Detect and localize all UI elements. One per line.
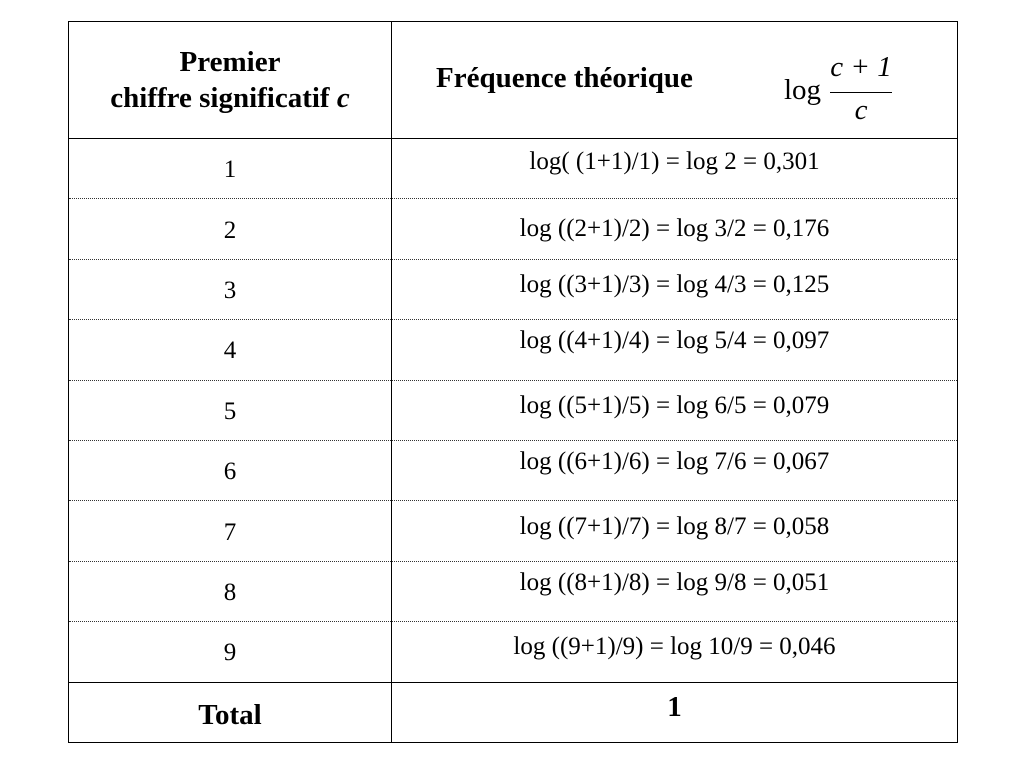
total-separator bbox=[69, 682, 957, 683]
formula-denominator bbox=[830, 94, 892, 127]
row-digit: 4 bbox=[223, 337, 237, 365]
formula-numerator bbox=[830, 51, 892, 84]
formula-fraction-bar bbox=[830, 92, 892, 93]
row-separator bbox=[69, 198, 957, 199]
row-frequency-expression: log( (1+1)/1) = log 2 = 0,301 bbox=[529, 148, 820, 176]
row-digit: 6 bbox=[223, 458, 237, 486]
row-separator bbox=[69, 319, 957, 320]
row-digit: 5 bbox=[223, 397, 237, 425]
row-separator bbox=[69, 440, 957, 441]
row-digit: 8 bbox=[223, 578, 237, 606]
header-separator bbox=[69, 138, 957, 139]
row-digit: 9 bbox=[223, 639, 237, 667]
row-frequency-expression: log ((8+1)/8) = log 9/8 = 0,051 bbox=[519, 568, 830, 596]
row-separator bbox=[69, 621, 957, 622]
header-variable-c: c bbox=[336, 82, 350, 114]
row-separator bbox=[69, 500, 957, 501]
row-frequency-expression: log ((5+1)/5) = log 6/5 = 0,079 bbox=[519, 391, 830, 419]
row-frequency-expression: log ((2+1)/2) = log 3/2 = 0,176 bbox=[519, 214, 830, 242]
total-value: 1 bbox=[667, 690, 682, 723]
row-frequency-expression: log ((6+1)/6) = log 7/6 = 0,067 bbox=[519, 448, 830, 476]
row-separator bbox=[69, 259, 957, 260]
formula-denominator-text: c bbox=[854, 94, 868, 126]
row-digit: 3 bbox=[223, 276, 237, 304]
row-frequency-expression: log ((7+1)/7) = log 8/7 = 0,058 bbox=[519, 512, 830, 540]
row-frequency-expression: log ((9+1)/9) = log 10/9 = 0,046 bbox=[513, 633, 836, 661]
total-label: Total bbox=[198, 698, 262, 731]
formula-numerator-text: c + 1 bbox=[830, 51, 892, 83]
row-digit: 7 bbox=[223, 518, 237, 546]
header-first-digit-line2 bbox=[110, 80, 349, 116]
row-digit: 2 bbox=[223, 216, 237, 244]
formula-log: log bbox=[784, 74, 822, 106]
row-frequency-expression: log ((3+1)/3) = log 4/3 = 0,125 bbox=[519, 270, 830, 298]
header-first-digit-text: chiffre significatif bbox=[110, 82, 330, 114]
header-first-digit bbox=[69, 22, 391, 138]
benford-formula bbox=[784, 50, 904, 130]
header-frequency-title: Fréquence théorique bbox=[436, 62, 693, 94]
row-separator bbox=[69, 561, 957, 562]
header-first-digit-line1: Premier bbox=[179, 46, 281, 78]
benford-table bbox=[68, 21, 958, 743]
row-frequency-expression: log ((4+1)/4) = log 5/4 = 0,097 bbox=[519, 327, 830, 355]
row-separator bbox=[69, 380, 957, 381]
row-digit: 1 bbox=[223, 156, 237, 184]
header-theoretical-frequency bbox=[392, 22, 957, 138]
